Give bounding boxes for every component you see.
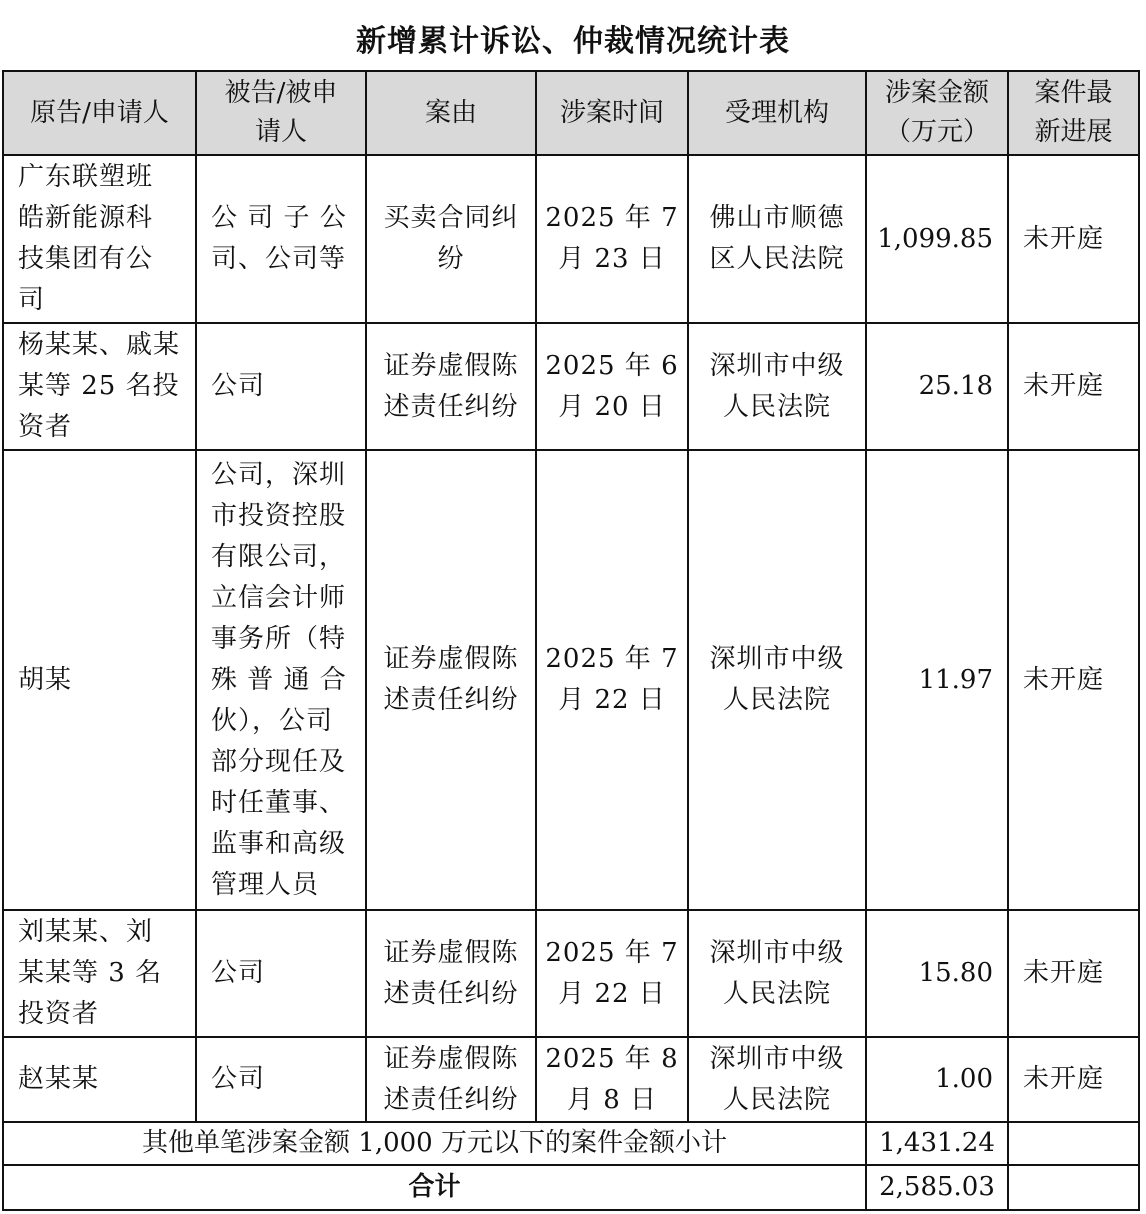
total-status: [1008, 1165, 1139, 1210]
subtotal-row: [3, 1122, 1139, 1165]
header-plaintiff: 原告/申请人: [3, 71, 196, 155]
status-cell: 未开庭: [1008, 323, 1139, 450]
defendant-cell: 公司，深圳 市投资控股 有限公司， 立信会计师 事务所（特 殊 普 通 合 伙），公司 部分现任及 时任董事、 监事和高级 管理人员: [196, 450, 366, 910]
cause-cell: 证券虚假陈 述责任纠纷: [366, 450, 536, 910]
date-cell: 2025 年 7 月 22 日: [536, 450, 688, 910]
subtotal-status: [1008, 1122, 1139, 1165]
table-row: [3, 1037, 1139, 1122]
defendant-cell: 公司: [196, 323, 366, 450]
total-row: [3, 1165, 1139, 1210]
table-row: [3, 910, 1139, 1037]
status-cell: 未开庭: [1008, 910, 1139, 1037]
defendant-cell: 公 司 子 公 司、公司等: [196, 155, 366, 323]
header-court: 受理机构: [688, 71, 866, 155]
table-row: [3, 155, 1139, 323]
plaintiff-cell: 广东联塑班 皓新能源科 技集团有公 司: [3, 155, 196, 323]
status-cell: 未开庭: [1008, 155, 1139, 323]
header-date: 涉案时间: [536, 71, 688, 155]
date-cell: 2025 年 7 月 22 日: [536, 910, 688, 1037]
total-label: 合计: [3, 1165, 866, 1210]
defendant-cell: 公司: [196, 1037, 366, 1122]
court-cell: 深圳市中级 人民法院: [688, 450, 866, 910]
table-header-row: [3, 71, 1139, 155]
date-cell: 2025 年 7 月 23 日: [536, 155, 688, 323]
amount-cell: 1.00: [866, 1037, 1008, 1122]
date-cell: 2025 年 6 月 20 日: [536, 323, 688, 450]
amount-cell: 11.97: [866, 450, 1008, 910]
table-row: [3, 450, 1139, 910]
plaintiff-cell: 刘某某、刘 某某等 3 名 投资者: [3, 910, 196, 1037]
page-title: 新增累计诉讼、仲裁情况统计表: [356, 24, 790, 59]
court-cell: 佛山市顺德 区人民法院: [688, 155, 866, 323]
date-cell: 2025 年 8 月 8 日: [536, 1037, 688, 1122]
plaintiff-cell: 杨某某、戚某 某等 25 名投 资者: [3, 323, 196, 450]
header-amount: 涉案金额 （万元）: [866, 71, 1008, 155]
litigation-table: [2, 70, 1140, 1211]
court-cell: 深圳市中级 人民法院: [688, 1037, 866, 1122]
header-status: 案件最 新进展: [1008, 71, 1139, 155]
court-cell: 深圳市中级 人民法院: [688, 323, 866, 450]
plaintiff-cell: 胡某: [3, 450, 196, 910]
status-cell: 未开庭: [1008, 450, 1139, 910]
header-cause: 案由: [366, 71, 536, 155]
defendant-cell: 公司: [196, 910, 366, 1037]
cause-cell: 买卖合同纠 纷: [366, 155, 536, 323]
subtotal-amount: 1,431.24: [866, 1122, 1008, 1165]
amount-cell: 15.80: [866, 910, 1008, 1037]
table-row: [3, 323, 1139, 450]
plaintiff-cell: 赵某某: [3, 1037, 196, 1122]
cause-cell: 证券虚假陈 述责任纠纷: [366, 910, 536, 1037]
total-amount: 2,585.03: [866, 1165, 1008, 1210]
subtotal-label: 其他单笔涉案金额 1,000 万元以下的案件金额小计: [3, 1122, 866, 1165]
amount-cell: 1,099.85: [866, 155, 1008, 323]
cause-cell: 证券虚假陈 述责任纠纷: [366, 1037, 536, 1122]
amount-cell: 25.18: [866, 323, 1008, 450]
status-cell: 未开庭: [1008, 1037, 1139, 1122]
cause-cell: 证券虚假陈 述责任纠纷: [366, 323, 536, 450]
court-cell: 深圳市中级 人民法院: [688, 910, 866, 1037]
header-defendant: 被告/被申 请人: [196, 71, 366, 155]
